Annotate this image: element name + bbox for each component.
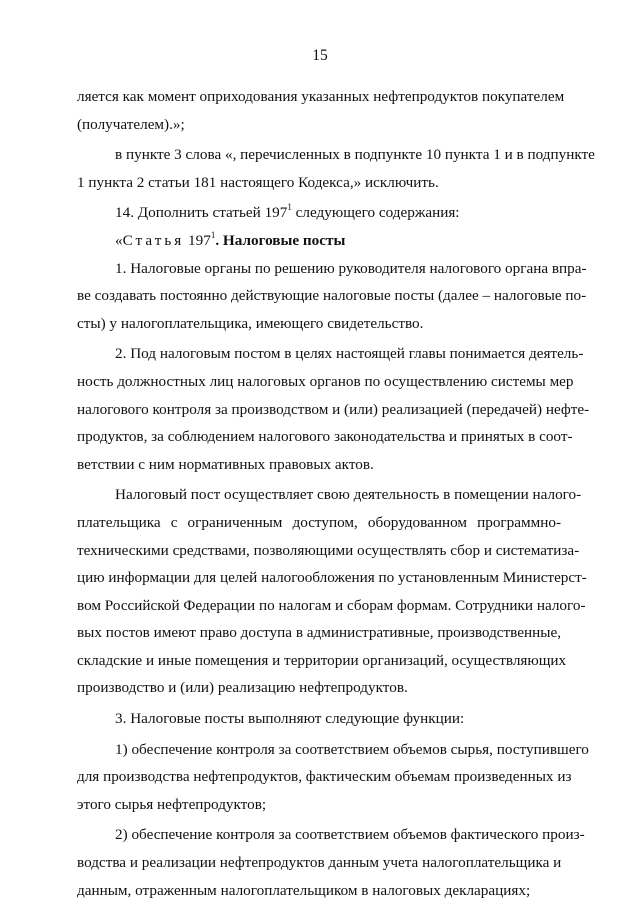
- text-line: 2) обеспечение контроля за соответствием объемов фактического произ-: [115, 826, 585, 844]
- text-line: вом Российской Федерации по налогам и сборам формам. Сотрудники налого-: [77, 596, 586, 614]
- text-line: сты) у налогоплательщика, имеющего свидетельство.: [77, 314, 424, 332]
- page-number: 15: [312, 47, 328, 64]
- text-line: цию информации для целей налогообложения по установленным Министерст-: [77, 569, 587, 587]
- text-line: 1) обеспечение контроля за соответствием объемов сырья, поступившего: [115, 740, 589, 758]
- superscript: 1: [287, 202, 292, 213]
- item-14-text: 14. Дополнить статьей 197: [115, 204, 288, 222]
- body-text: [77, 83, 595, 904]
- article-heading: [77, 227, 561, 255]
- text-line: техническими средствами, позволяющими осуществлять сбор и систематиза-: [77, 541, 580, 559]
- text-line: ляется как момент оприходования указанных нефтепродуктов покупателем: [77, 88, 565, 105]
- superscript: 1: [210, 229, 216, 240]
- text-line: производство и (или) реализацию нефтепродуктов.: [77, 679, 408, 697]
- text-line: продуктов, за соблюдением налогового законодательства и принятых в соот-: [77, 428, 573, 446]
- text-line: складские и иные помещения и территории организаций, осуществляющих: [77, 651, 567, 669]
- text-line: ность должностных лиц налоговых органов по осуществлению системы мер: [77, 372, 574, 390]
- text-line: 1 пункта 2 статьи 181 настоящего Кодекса,» исключить.: [77, 173, 439, 191]
- article-title: . Налоговые посты: [215, 231, 346, 249]
- quote-open: «: [115, 231, 123, 249]
- text-line: плательщика с ограниченным доступом, оборудованном программно-: [77, 513, 561, 531]
- text-line: для производства нефтепродуктов, фактическим объемам произведенных из: [77, 768, 572, 786]
- article-word: Статья: [122, 231, 185, 249]
- text-line: налогового контроля за производством и (или) реализацией (передачей) нефте-: [77, 400, 590, 418]
- text-line: 2. Под налоговым постом в целях настоящей главы понимается деятель-: [115, 345, 584, 363]
- item-14-text-end: следующего содержания:: [291, 204, 460, 222]
- article-number: 197: [184, 231, 211, 249]
- text-line: (получателем).»;: [77, 115, 185, 133]
- text-line: в пункте 3 слова «, перечисленных в подпункте 10 пункта 1 и в подпункте: [115, 146, 595, 164]
- text-line: Налоговый пост осуществляет свою деятельность в помещении налого-: [115, 486, 582, 504]
- text-line: ве создавать постоянно действующие налоговые посты (далее – налоговые по-: [77, 287, 587, 305]
- text-line: данным, отраженным налогоплательщиком в налоговых декларациях;: [77, 881, 531, 899]
- text-line: ветствии с ним нормативных правовых актов.: [77, 455, 374, 473]
- text-line: 1. Налоговые органы по решению руководителя налогового органа впра-: [115, 259, 587, 277]
- item-14-line: [77, 199, 561, 227]
- text-line: вых постов имеют право доступа в административные, производственные,: [77, 624, 561, 642]
- text-line: водства и реализации нефтепродуктов данным учета налогоплательщика и: [77, 854, 562, 872]
- text-line: этого сырья нефтепродуктов;: [77, 795, 267, 813]
- text-line: 3. Налоговые посты выполняют следующие функции:: [115, 710, 465, 728]
